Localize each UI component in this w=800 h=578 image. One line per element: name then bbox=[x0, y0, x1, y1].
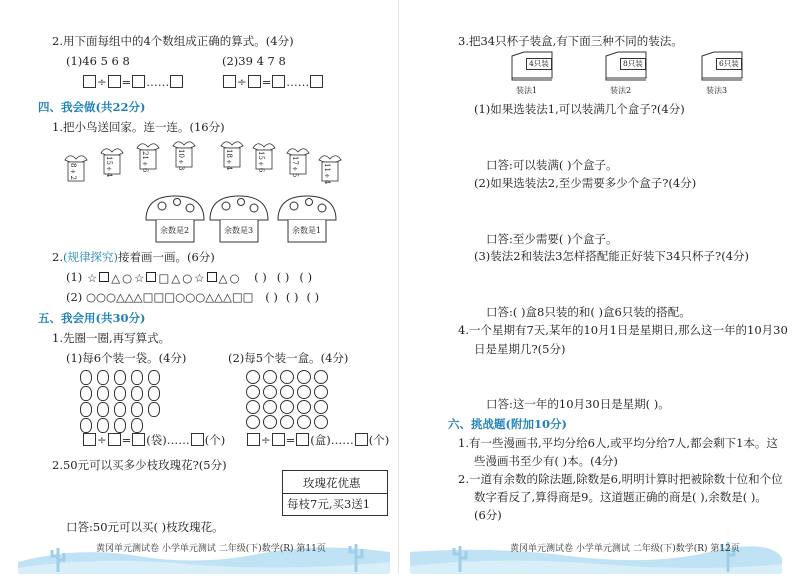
tomato-icon bbox=[314, 415, 328, 429]
rose-price-sign bbox=[282, 470, 388, 516]
q2-group2: (2)39 4 7 8 bbox=[222, 54, 286, 68]
q4-line1: 4.一个星期有7天,某年的10月1日是星期日,那么这一年的10月30 bbox=[458, 323, 788, 337]
package-label: 6只装 bbox=[716, 58, 742, 70]
tomato-icon bbox=[263, 400, 277, 414]
eggplant-icon bbox=[114, 370, 126, 385]
q2-formula-2[interactable]: ÷ = …… bbox=[222, 75, 324, 89]
eggplant-icon bbox=[80, 418, 92, 433]
s5-q1-b: (2)每5个装一盒。(4分) bbox=[228, 351, 349, 365]
bird-3[interactable] bbox=[134, 140, 162, 173]
tomato-icon bbox=[246, 370, 260, 384]
bird-7[interactable] bbox=[284, 145, 312, 178]
tomato-icon bbox=[246, 400, 260, 414]
eggplant-icon bbox=[131, 370, 143, 385]
bird-8[interactable] bbox=[316, 152, 344, 185]
eggplant-icon bbox=[97, 386, 109, 401]
q2-title: 2.用下面每组中的4个数组成正确的算式。(4分) bbox=[52, 34, 294, 48]
eggplant-icon bbox=[80, 402, 92, 417]
s5-q2-title: 2.50元可以买多少枝玫瑰花?(5分) bbox=[52, 458, 227, 472]
triangle-icon: △ bbox=[111, 271, 121, 285]
bird-label: 8÷2 bbox=[69, 163, 77, 180]
s4-q1-title: 1.把小鸟送回家。连一连。(16分) bbox=[52, 120, 225, 134]
bird-label: 17÷5 bbox=[291, 156, 299, 178]
price-title: 玫瑰花优惠 bbox=[303, 476, 361, 490]
q2-formula-1[interactable]: ÷ = …… bbox=[82, 75, 184, 89]
eggplant-icon bbox=[131, 418, 143, 433]
eggplant-icon bbox=[114, 402, 126, 417]
c2-line1: 2.一道有余数的除法题,除数是6,明明计算时把被除数十位和个位 bbox=[458, 472, 783, 486]
right-footer-text: 黄冈单元测试卷 小学单元测试 二年级(下)数学(R) 第12页 bbox=[510, 544, 740, 554]
package-2 bbox=[604, 50, 648, 82]
package-3 bbox=[700, 50, 744, 82]
pattern-2[interactable]: (2) ○○○△△△□□□○○○△△△□□ ( ) ( ) ( ) bbox=[66, 290, 320, 304]
c1-line2: 些漫画书至少有( )本。(4分) bbox=[474, 454, 618, 468]
star-icon: ☆ bbox=[134, 271, 145, 285]
tomato-icon bbox=[263, 385, 277, 399]
tomato-icon bbox=[280, 415, 294, 429]
tomato-icon bbox=[297, 415, 311, 429]
eggplant-icon bbox=[97, 418, 109, 433]
mushroom-1[interactable] bbox=[142, 192, 208, 244]
square-icon bbox=[99, 272, 109, 282]
eggplant-icon bbox=[80, 386, 92, 401]
tomato-icon bbox=[280, 370, 294, 384]
bird-6[interactable] bbox=[250, 140, 278, 173]
package-name: 装法2 bbox=[610, 86, 632, 95]
section-5-heading: 五、我会用(共30分) bbox=[38, 311, 146, 325]
q4-line2: 日是星期几?(5分) bbox=[474, 342, 566, 356]
tomato-icon bbox=[263, 415, 277, 429]
eggplant-icon bbox=[114, 418, 126, 433]
circle-icon: ○ bbox=[122, 271, 133, 285]
section-4-heading: 四、我会做(共22分) bbox=[38, 100, 146, 114]
mushroom-2[interactable] bbox=[206, 192, 272, 244]
section-6-heading: 六、挑战题(附加10分) bbox=[448, 417, 567, 431]
star-icon: ☆ bbox=[86, 271, 98, 285]
eggplant-icon bbox=[97, 402, 109, 417]
bird-label: 21÷6 bbox=[141, 151, 149, 173]
eggplant-icon bbox=[131, 386, 143, 401]
eggplant-icon bbox=[80, 370, 92, 385]
tomato-icon bbox=[246, 415, 260, 429]
c2-line2: 数字看反了,算得商是9。这道题正确的商是( ),余数是( )。 bbox=[474, 490, 767, 504]
package-1 bbox=[510, 50, 554, 82]
package-label: 4只装 bbox=[526, 58, 552, 70]
bird-2[interactable] bbox=[98, 145, 126, 178]
s5-q2-answer: 口答:50元可以买( )枝玫瑰花。 bbox=[66, 520, 224, 534]
q3-title: 3.把34只杯子装盒,有下面三种不同的装法。 bbox=[458, 34, 683, 48]
tomato-icon bbox=[280, 385, 294, 399]
package-label: 8只装 bbox=[620, 58, 646, 70]
tomato-icon bbox=[246, 385, 260, 399]
bird-label: 11÷4 bbox=[323, 163, 331, 185]
eggplant-icon bbox=[114, 386, 126, 401]
tomato-icon bbox=[263, 370, 277, 384]
left-footer-text: 黄冈单元测试卷 小学单元测试 二年级(下)数学(R) 第11页 bbox=[96, 544, 326, 554]
eggplant-icon bbox=[131, 402, 143, 417]
mushroom-label: 余数是2 bbox=[160, 226, 190, 235]
q3-2: (2)如果选装法2,至少需要多少个盒子?(4分) bbox=[474, 176, 697, 190]
mushroom-3[interactable] bbox=[274, 192, 340, 244]
tomato-icon bbox=[280, 400, 294, 414]
mushroom-label: 余数是3 bbox=[224, 226, 254, 235]
eggplant-icon bbox=[97, 370, 109, 385]
q3-3: (3)装法2和装法3怎样搭配能正好装下34只杯子?(4分) bbox=[474, 249, 750, 263]
q2-group1: (1)46 5 6 8 bbox=[66, 54, 130, 68]
q3-1-answer: 口答:可以装满( )个盒子。 bbox=[486, 158, 618, 172]
mushroom-label: 余数是1 bbox=[292, 226, 322, 235]
s5-formula-a[interactable]: ÷ = (袋)…… (个) bbox=[82, 433, 225, 447]
eggplant-icon bbox=[148, 386, 160, 401]
page-divider bbox=[398, 0, 399, 574]
bird-5[interactable] bbox=[218, 138, 246, 171]
tomato-icon bbox=[297, 385, 311, 399]
c2-line3: (6分) bbox=[474, 508, 502, 522]
q3-1: (1)如果选装法1,可以装满几个盒子?(4分) bbox=[474, 102, 685, 116]
bird-1[interactable] bbox=[62, 152, 90, 182]
package-name: 装法3 bbox=[706, 86, 728, 95]
bird-label: 18÷4 bbox=[225, 149, 233, 171]
tomato-icon bbox=[314, 400, 328, 414]
bird-label: 15÷6 bbox=[257, 151, 265, 173]
tomato-icon bbox=[314, 385, 328, 399]
c1-line1: 1.有一些漫画书,平均分给6人,或平均分给7人,都会剩下1本。这 bbox=[458, 436, 778, 450]
q4-answer: 口答:这一年的10月30日是星期( )。 bbox=[486, 397, 670, 411]
tomato-icon bbox=[297, 370, 311, 384]
s4-q2-title: 2.(规律探究)接着画一画。(6分) bbox=[52, 250, 215, 264]
bird-label: 15÷4 bbox=[105, 156, 113, 178]
package-name: 装法1 bbox=[516, 86, 538, 95]
s5-formula-b[interactable]: ÷ = (盒)…… (个) bbox=[246, 433, 389, 447]
eggplant-icon bbox=[148, 370, 160, 385]
left-footer bbox=[18, 522, 390, 574]
price-text: 每枝7元,买3送1 bbox=[287, 497, 371, 511]
pattern-1[interactable]: (1) ☆ △ ○ ☆ □ △ ○ ☆ △ ○ ( ) ( ) ( ) bbox=[66, 270, 313, 285]
tomato-icon bbox=[297, 400, 311, 414]
s5-q1-title: 1.先圈一圈,再写算式。 bbox=[52, 331, 171, 345]
tomato-icon bbox=[314, 370, 328, 384]
bird-4[interactable] bbox=[170, 138, 198, 171]
eggplant-icon bbox=[148, 402, 160, 417]
bird-label: 10÷3 bbox=[177, 149, 185, 171]
q3-3-answer: 口答:( )盒8只装的和( )盒6只装的搭配。 bbox=[486, 305, 691, 319]
q3-2-answer: 口答:至少需要( )个盒子。 bbox=[486, 232, 618, 246]
right-footer bbox=[410, 522, 782, 574]
s5-q1-a: (1)每6个装一袋。(4分) bbox=[66, 351, 187, 365]
